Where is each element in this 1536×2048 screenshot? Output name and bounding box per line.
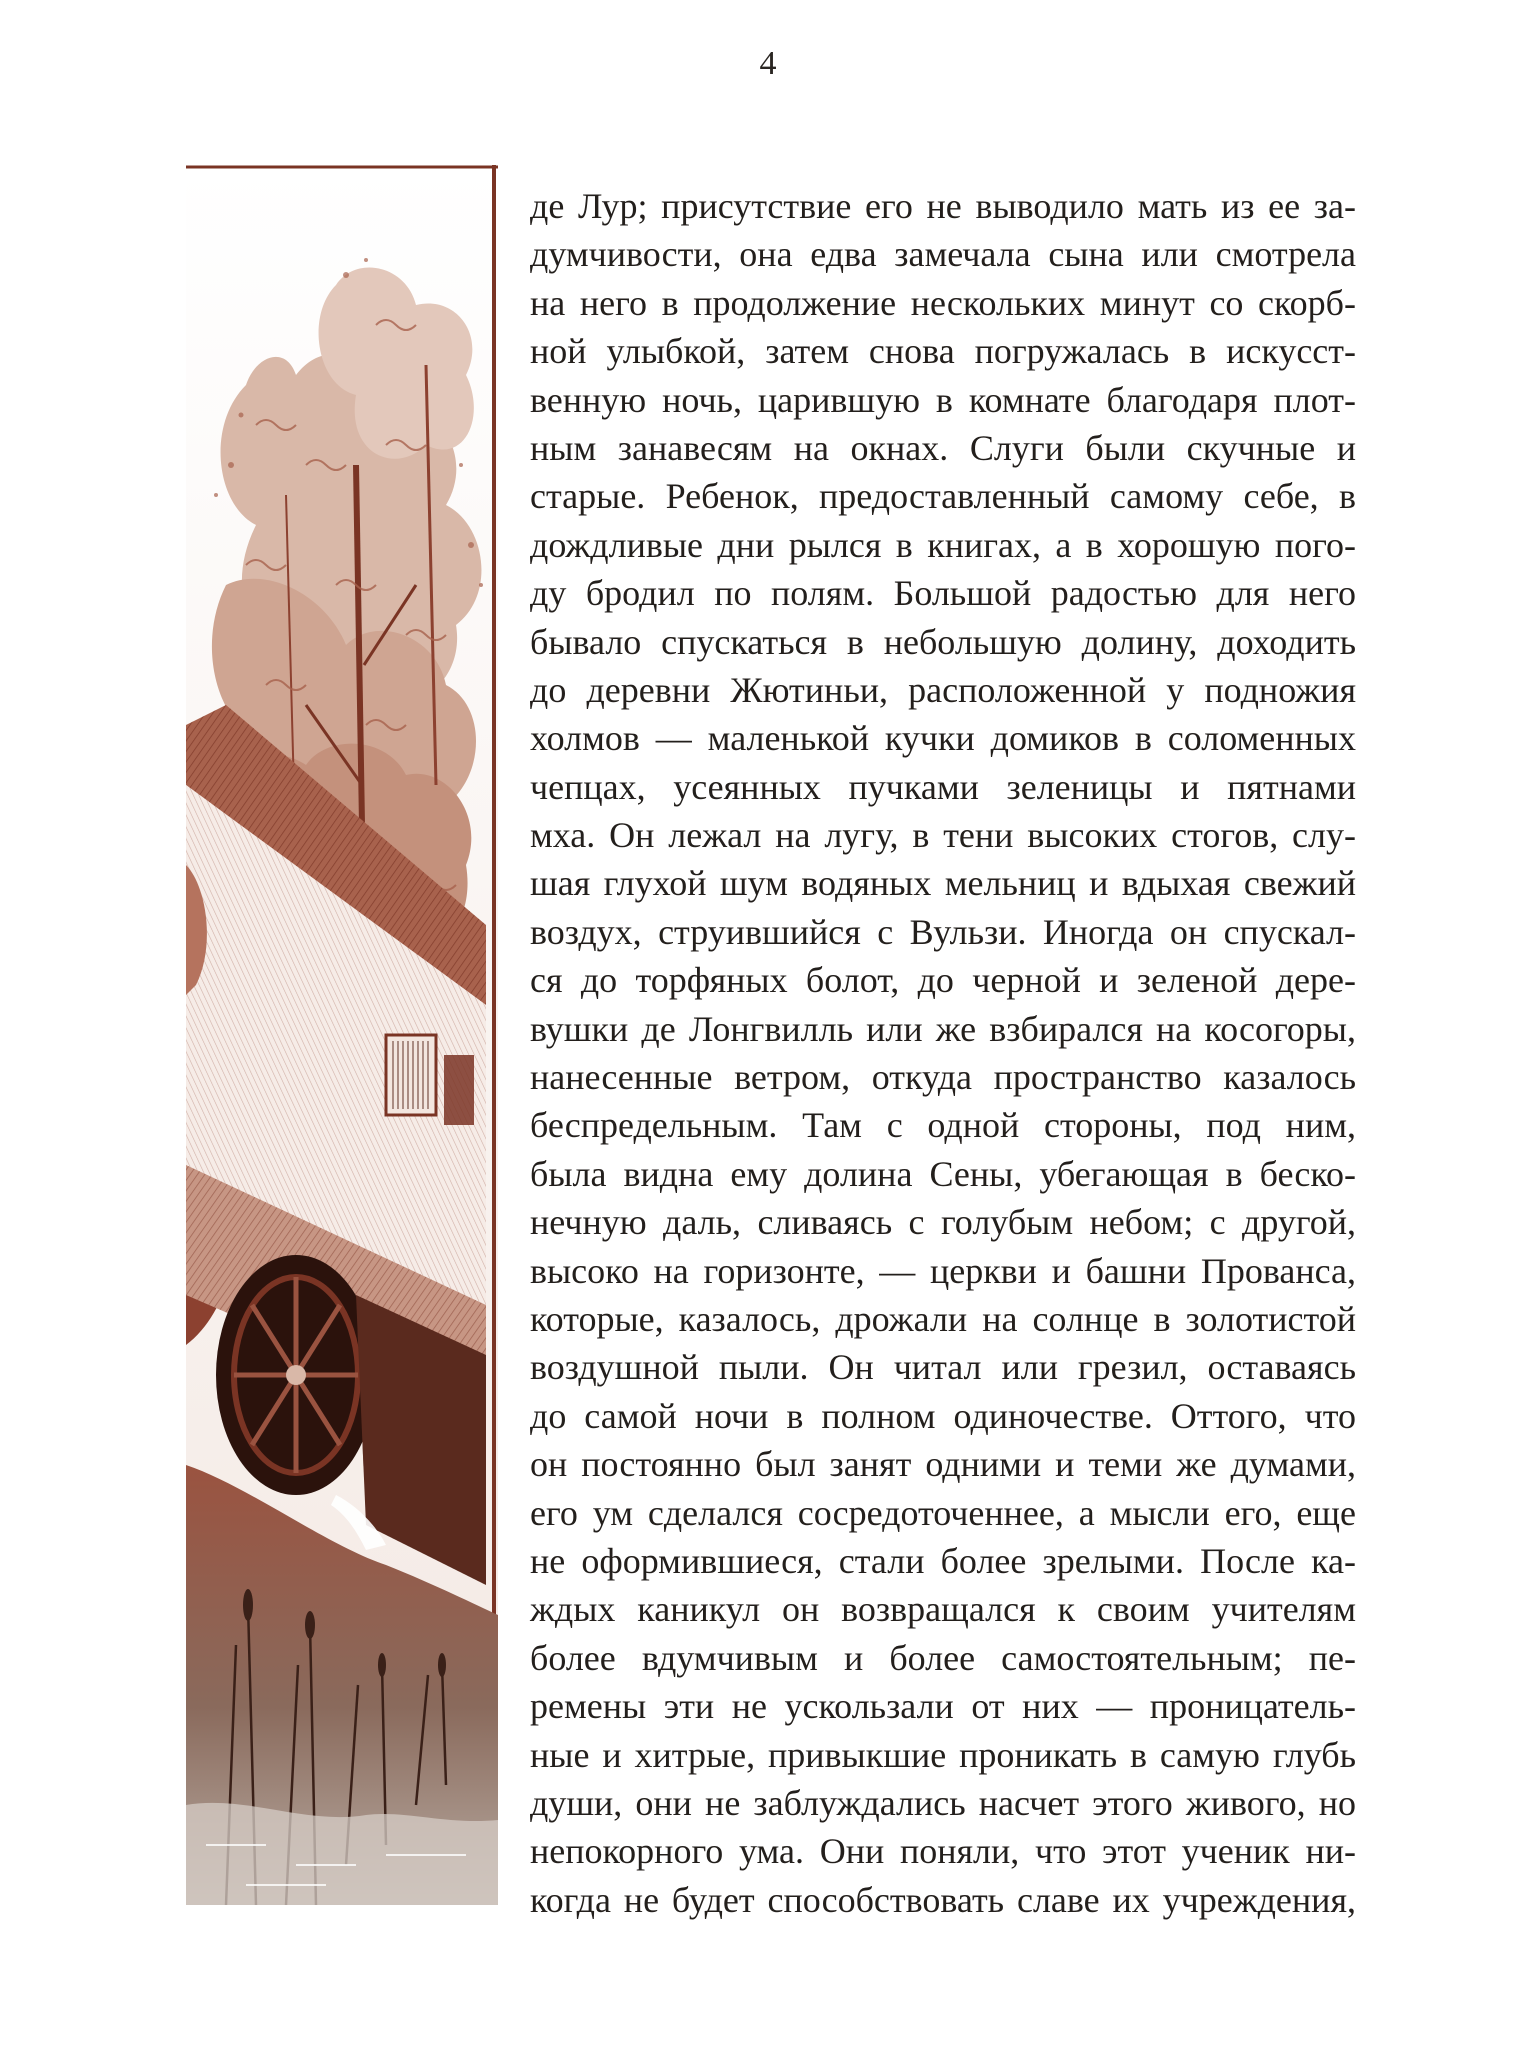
text-line: ным занавесям на окнах. Слуги были скучные и [530,427,1356,468]
text-line: когда не будет способствовать славе их учреждения, [530,1879,1356,1920]
text-line: беспредельным. Там с одной стороны, под ним, [530,1105,1356,1146]
text-line: души, они не заблуждались насчет этого живого, но [530,1782,1356,1823]
text-line: высоко на горизонте, — церкви и башни Прованса, [530,1250,1356,1291]
text-line: его ум сделался сосредоточеннее, а мысли его, еще [530,1492,1356,1533]
text-line: ся до торфяных болот, до черной и зеленой дере- [530,960,1356,1001]
watermill-engraving-icon [186,165,498,1905]
text-line: до деревни Жютиньи, расположенной у подножия [530,669,1356,710]
body-text [530,182,1356,1924]
text-line: холмов — маленькой кучки домиков в соломенных [530,718,1356,759]
text-line: нечную даль, сливаясь с голубым небом; с другой, [530,1202,1356,1243]
text-line: венную ночь, царившую в комнате благодаря плот- [530,379,1356,420]
text-line: более вдумчивым и более самостоятельным; пе- [530,1637,1356,1678]
text-line: чепцах, усеянных пучками зеленицы и пятнами [530,766,1356,807]
text-line: ные и хитрые, привыкшие проникать в самую глубь [530,1734,1356,1775]
text-line: на него в продолжение нескольких минут со скорб- [530,282,1356,323]
text-line: старые. Ребенок, предоставленный самому себе, в [530,476,1356,517]
text-line: ждых каникул он возвращался к своим учителям [530,1589,1356,1630]
text-line: воздух, струившийся с Вульзи. Иногда он спускал- [530,911,1356,952]
text-line: де Лур; присутствие его не выводило мать из ее за- [530,186,1356,226]
text-line: вушки де Лонгвилль или же взбирался на косогоры, [530,1008,1356,1049]
text-line: ремены эти не ускользали от них — проницатель- [530,1686,1356,1727]
text-line: мха. Он лежал на лугу, в тени высоких стогов, слу- [530,815,1356,856]
text-line: воздушной пыли. Он читал или грезил, оставаясь [530,1347,1356,1388]
watermill-illustration-svg [186,165,498,1905]
text-line: нанесенные ветром, откуда пространство казалось [530,1057,1356,1098]
text-line: он постоянно был занят одними и теми же думами, [530,1444,1356,1485]
text-line: непокорного ума. Они поняли, что этот ученик ни- [530,1831,1356,1872]
text-line: думчивости, она едва замечала сына или смотрела [530,234,1356,275]
text-line: ной улыбкой, затем снова погружалась в искусст- [530,331,1356,372]
text-line: была видна ему долина Сены, убегающая в беско- [530,1153,1356,1194]
text-line: бывало спускаться в небольшую долину, доходить [530,621,1356,662]
page-number: 4 [759,45,777,82]
text-line: дождливые дни рылся в книгах, а в хорошую пого- [530,524,1356,565]
text-line: шая глухой шум водяных мельниц и вдыхая свежий [530,863,1356,904]
text-line: до самой ночи в полном одиночестве. Оттого, что [530,1395,1356,1436]
text-line: которые, казалось, дрожали на солнце в золотистой [530,1298,1356,1339]
text-line: не оформившиеся, стали более зрелыми. После ка- [530,1540,1356,1581]
text-line: ду бродил по полям. Большой радостью для него [530,573,1356,614]
